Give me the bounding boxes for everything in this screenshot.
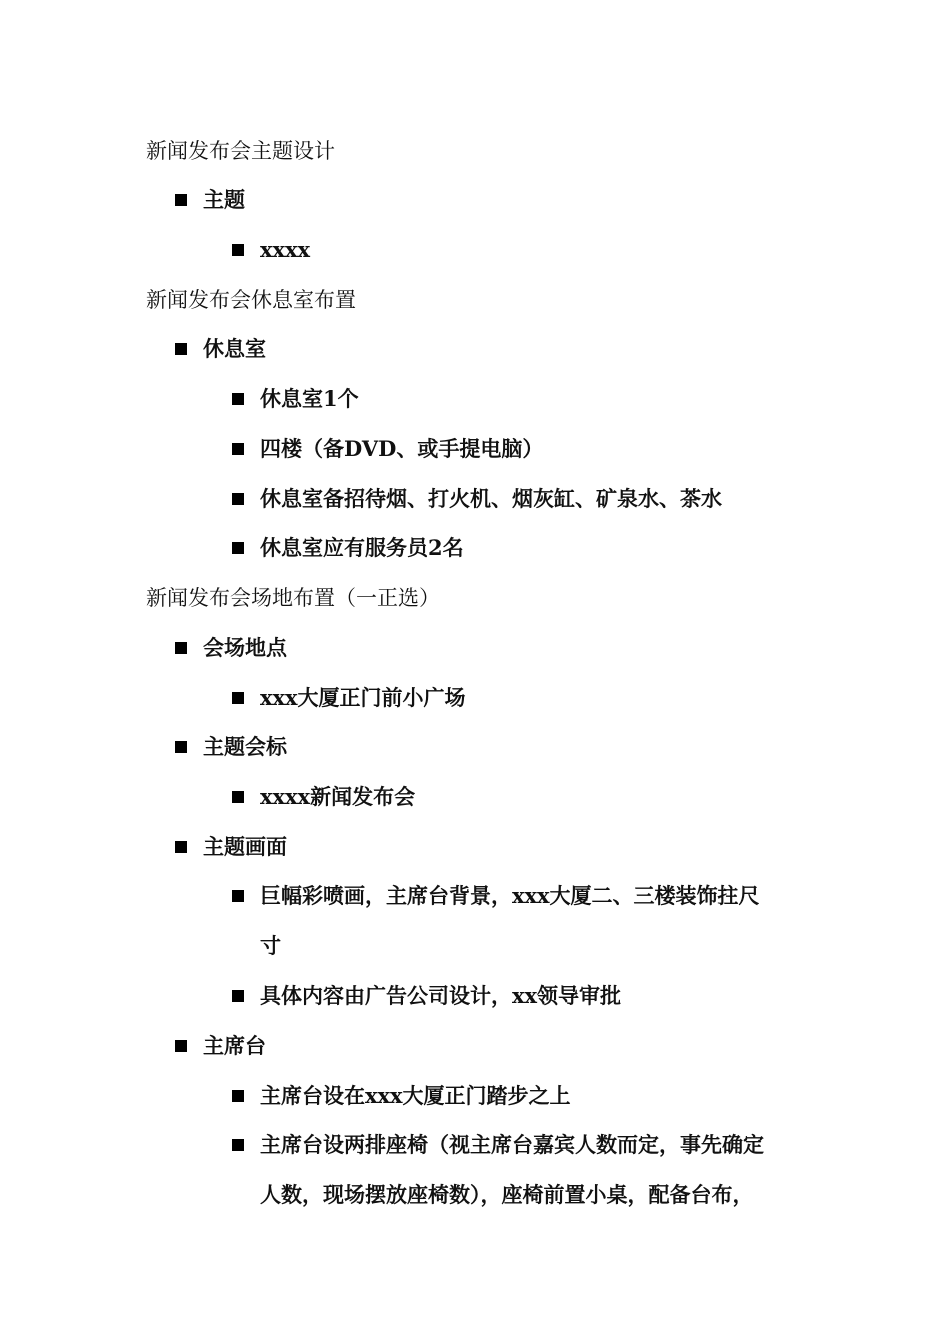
square-bullet-icon (175, 841, 187, 853)
list-item-text: 巨幅彩喷画，主席台背景，xxx大厦二、三楼装饰拄尺 (260, 883, 760, 908)
list-item-text: 主题 (203, 187, 245, 212)
list-item-text: 主席台设两排座椅（视主席台嘉宾人数而定，事先确定 (260, 1132, 764, 1157)
list-item-text: 休息室 (203, 336, 266, 361)
list-item-text: 四楼（备DVD、或手提电脑） (260, 436, 544, 461)
list-item-text: 主席台 (203, 1033, 266, 1058)
list-item-text: xxxx (260, 237, 311, 262)
section-heading: 新闻发布会休息室布置 (146, 288, 356, 312)
square-bullet-icon (175, 343, 187, 355)
square-bullet-icon (232, 1139, 244, 1151)
list-item-text: xxx大厦正门前小广场 (260, 685, 466, 710)
square-bullet-icon (232, 890, 244, 902)
square-bullet-icon (232, 493, 244, 505)
section-heading: 新闻发布会场地布置（一正选） (146, 586, 440, 610)
square-bullet-icon (232, 791, 244, 803)
square-bullet-icon (175, 1040, 187, 1052)
square-bullet-icon (232, 990, 244, 1002)
square-bullet-icon (175, 642, 187, 654)
square-bullet-icon (175, 741, 187, 753)
list-item-text: 主题画面 (203, 834, 287, 859)
list-item-text: 寸 (260, 933, 281, 958)
square-bullet-icon (232, 443, 244, 455)
square-bullet-icon (175, 194, 187, 206)
list-item-text: 人数，现场摆放座椅数），座椅前置小桌，配备台布， (260, 1182, 754, 1207)
square-bullet-icon (232, 542, 244, 554)
list-item-text: xxxx新闻发布会 (260, 784, 416, 809)
list-item-text: 主题会标 (203, 734, 287, 759)
list-item-text: 会场地点 (203, 635, 287, 660)
list-item-text: 休息室应有服务员2名 (260, 535, 464, 560)
section-heading: 新闻发布会主题设计 (146, 139, 335, 163)
square-bullet-icon (232, 393, 244, 405)
list-item-text: 主席台设在xxx大厦正门踏步之上 (260, 1083, 571, 1108)
list-item-text: 休息室1个 (260, 386, 359, 411)
square-bullet-icon (232, 692, 244, 704)
list-item-text: 具体内容由广告公司设计，xx领导审批 (260, 983, 622, 1008)
square-bullet-icon (232, 244, 244, 256)
list-item-text: 休息室备招待烟、打火机、烟灰缸、矿泉水、茶水 (260, 486, 722, 511)
square-bullet-icon (232, 1090, 244, 1102)
